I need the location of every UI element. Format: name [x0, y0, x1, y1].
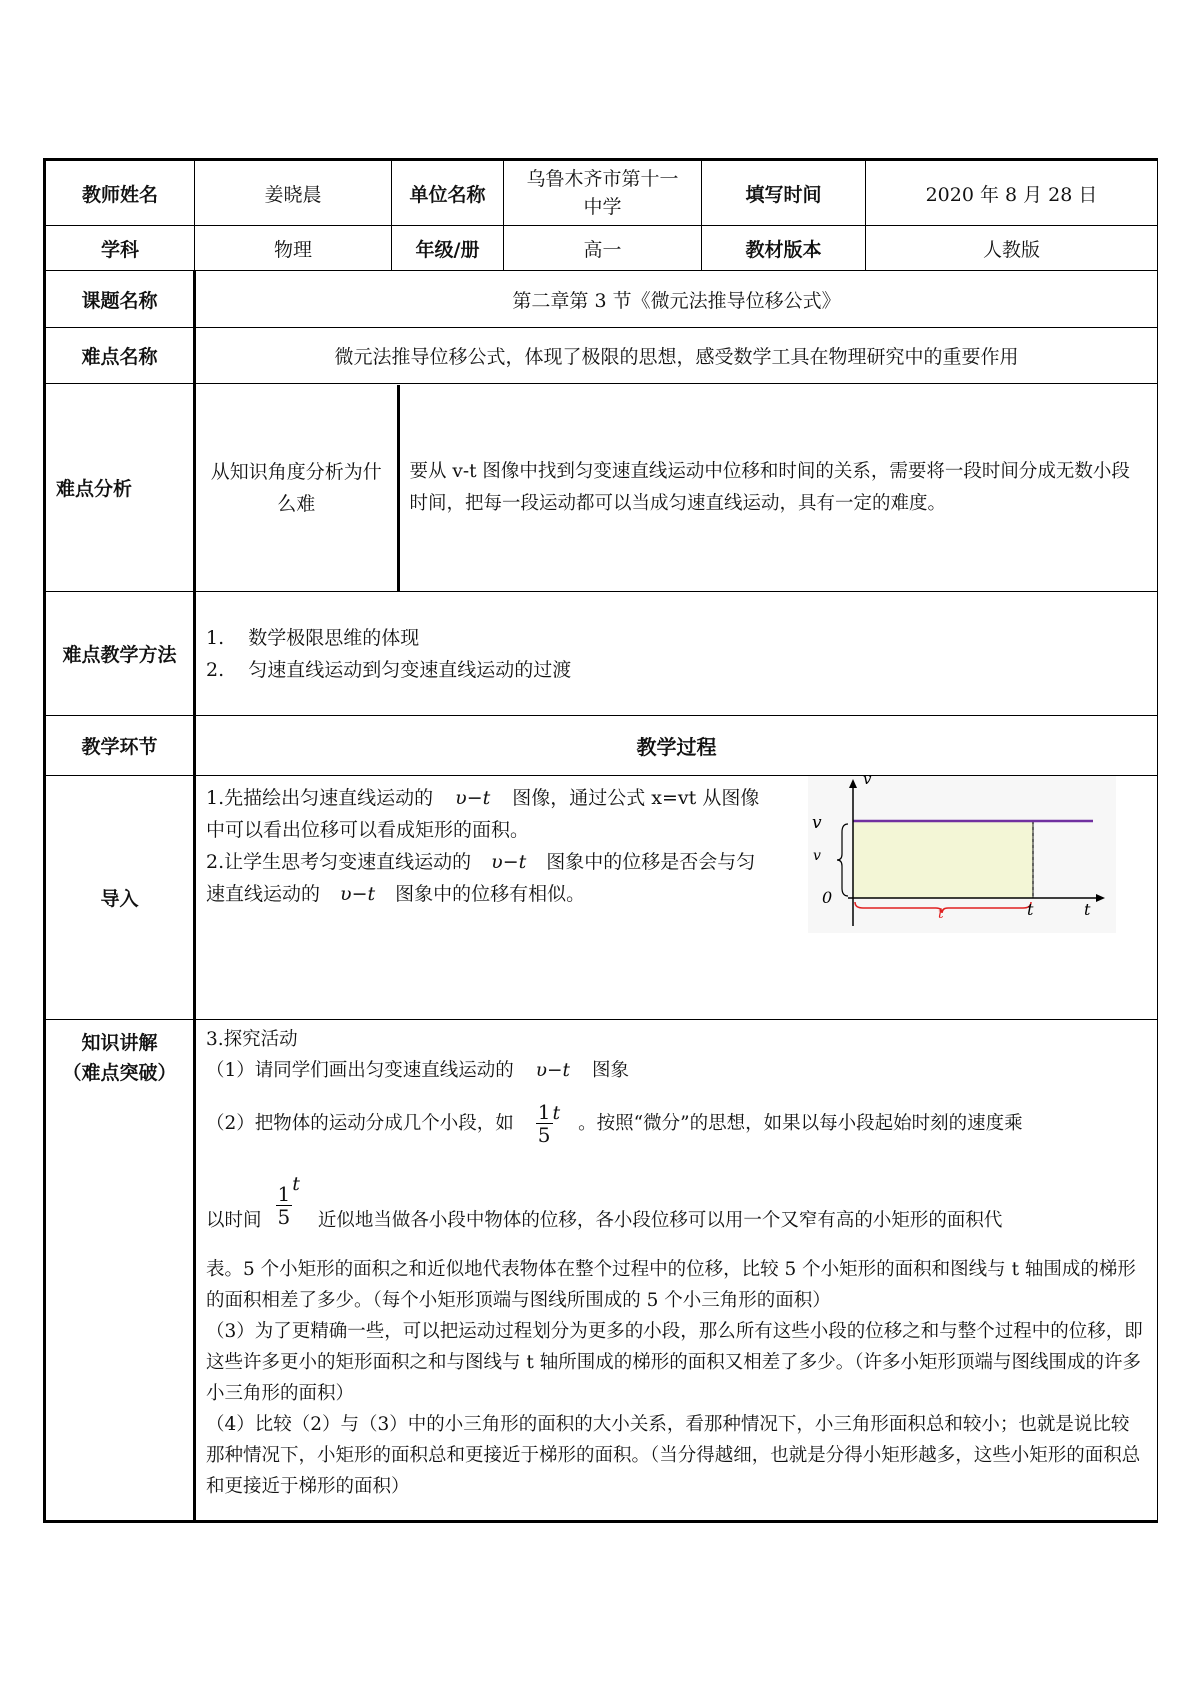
unit-label: 单位名称: [392, 160, 504, 226]
grade-label: 年级/册: [392, 226, 504, 271]
v-axis-label: v: [863, 776, 872, 788]
topic-label: 课题名称: [45, 271, 195, 328]
analysis-inner: [196, 385, 1157, 591]
area-rectangle: [853, 821, 1033, 898]
lesson-plan-table: [43, 158, 1158, 1523]
analysis-text: 要从 v-t 图像中找到匀变速直线运动中位移和时间的关系，需要将一段时间分成无数小段时间，把每一段运动都可以当成匀速直线运动，具有一定的难度。: [409, 460, 1130, 514]
intro-label: 导入: [45, 776, 195, 1020]
vt-symbol-3: υ−t: [340, 883, 376, 905]
vt-symbol-4: υ−t: [535, 1060, 570, 1081]
method-item-1: 1. 数学极限思维的体现: [206, 626, 420, 649]
knowledge-p4: 表。5 个小矩形的面积之和近似地代表物体在整个过程中的位移，比较 5 个小矩形的面积和图线与 t 轴围成的梯形的面积相差了多少。（每个小矩形顶端与图线所围成的 5 个小三角形的面积）: [206, 1259, 1136, 1311]
knowledge-p2-a: （2）把物体的运动分成几个小段，如: [206, 1112, 514, 1134]
vt-symbol-2: υ−t: [491, 851, 527, 873]
intro-line2-b: 图象中的位移是否会与匀速直线运动的: [206, 851, 756, 905]
knowledge-label-2: （难点突破）: [62, 1062, 177, 1084]
knowledge-p0: 3.探究活动: [206, 1029, 298, 1050]
process-header-value: 教学过程: [195, 716, 1158, 776]
difficulty-label: 难点名称: [45, 328, 195, 384]
knowledge-p2-b: 。按照“微分”的思想，如果以每小段起始时刻的速度乘: [578, 1112, 1023, 1134]
fraction-1: [536, 1101, 553, 1146]
topic-value: 第二章第 3 节《微元法推导位移公式》: [195, 271, 1158, 328]
knowledge-p1-a: （1）请同学们画出匀变速直线运动的: [206, 1060, 514, 1081]
knowledge-p3: [206, 1174, 1147, 1236]
knowledge-p6: （4）比较（2）与（3）中的小三角形的面积的大小关系，看那种情况下，小三角形面积总和较小；也就是说比较那种情况下，小矩形的面积总和更接近于梯形的面积。（当分得越细，也就是分得小矩形越多，这些小矩形的面积总和更接近于梯形的面积）: [206, 1414, 1141, 1497]
intro-line2-c: 图象中的位移有相似。: [395, 883, 586, 905]
edition-value: 人教版: [866, 226, 1158, 271]
method-item-2: 2. 匀速直线运动到匀变速直线运动的过渡: [206, 658, 572, 681]
analysis-sub-label: 从知识角度分析为什么难: [196, 385, 398, 591]
fraction-2-variable: t: [292, 1173, 300, 1195]
grade-value: 高一: [504, 226, 702, 271]
vt-graph: [808, 776, 1116, 933]
knowledge-p3-b: 近似地当做各小段中物体的位移，各小段位移可以用一个又窄有高的小矩形的面积代: [317, 1210, 1003, 1231]
fraction-2-numerator: 1: [277, 1182, 291, 1206]
methods-label: 难点教学方法: [45, 592, 195, 716]
process-header-label: 教学环节: [45, 716, 195, 776]
knowledge-p2: [206, 1092, 1147, 1154]
knowledge-p3-a: 以时间: [206, 1210, 262, 1231]
date-label: 填写时间: [702, 160, 866, 226]
knowledge-p1: [206, 1055, 1147, 1086]
vt-symbol-1: υ−t: [455, 787, 491, 809]
fraction-2: [276, 1183, 293, 1228]
subject-value: 物理: [195, 226, 392, 271]
knowledge-label-1: 知识讲解: [81, 1032, 158, 1054]
intro-text: [206, 782, 766, 910]
t-brace-label: t: [938, 906, 944, 922]
teacher-value: 姜晓晨: [195, 160, 392, 226]
intro-line1-b: 图像，通过公式 x=vt 从图像中可以看出位移可以看成矩形的面积。: [206, 787, 760, 841]
intro-line2-a: 2.让学生思考匀变速直线运动的: [206, 851, 472, 873]
knowledge-p1-b: 图象: [591, 1060, 629, 1081]
fraction-1-denominator: 5: [537, 1122, 551, 1147]
date-value: 2020 年 8 月 28 日: [866, 160, 1158, 226]
v-level-label: v: [812, 813, 822, 833]
subject-label: 学科: [45, 226, 195, 271]
intro-line1-a: 1.先描绘出匀速直线运动的: [206, 787, 434, 809]
difficulty-value: 微元法推导位移公式，体现了极限的思想，感受数学工具在物理研究中的重要作用: [195, 328, 1158, 384]
v-brace-label: v: [813, 848, 821, 864]
origin-label: 0: [822, 888, 833, 907]
teacher-label: 教师姓名: [45, 160, 195, 226]
unit-value: 乌鲁木齐市第十一中学: [504, 160, 702, 226]
t-axis-label: t: [1084, 900, 1091, 919]
knowledge-p5: （3）为了更精确一些，可以把运动过程划分为更多的小段，那么所有这些小段的位移之和与整个过程中的位移，即这些许多更小的矩形面积之和与图线与 t 轴所围成的梯形的面积又相差了多少。（许多小矩形顶端与图线围成的许多小三角形的面积）: [206, 1321, 1143, 1404]
fraction-2-denominator: 5: [277, 1205, 291, 1229]
analysis-label: 难点分析: [45, 384, 195, 592]
t-mark-label: t: [1027, 900, 1034, 919]
fraction-1-variable: t: [552, 1101, 561, 1124]
edition-label: 教材版本: [702, 226, 866, 271]
fraction-1-numerator: 1: [537, 1099, 551, 1124]
